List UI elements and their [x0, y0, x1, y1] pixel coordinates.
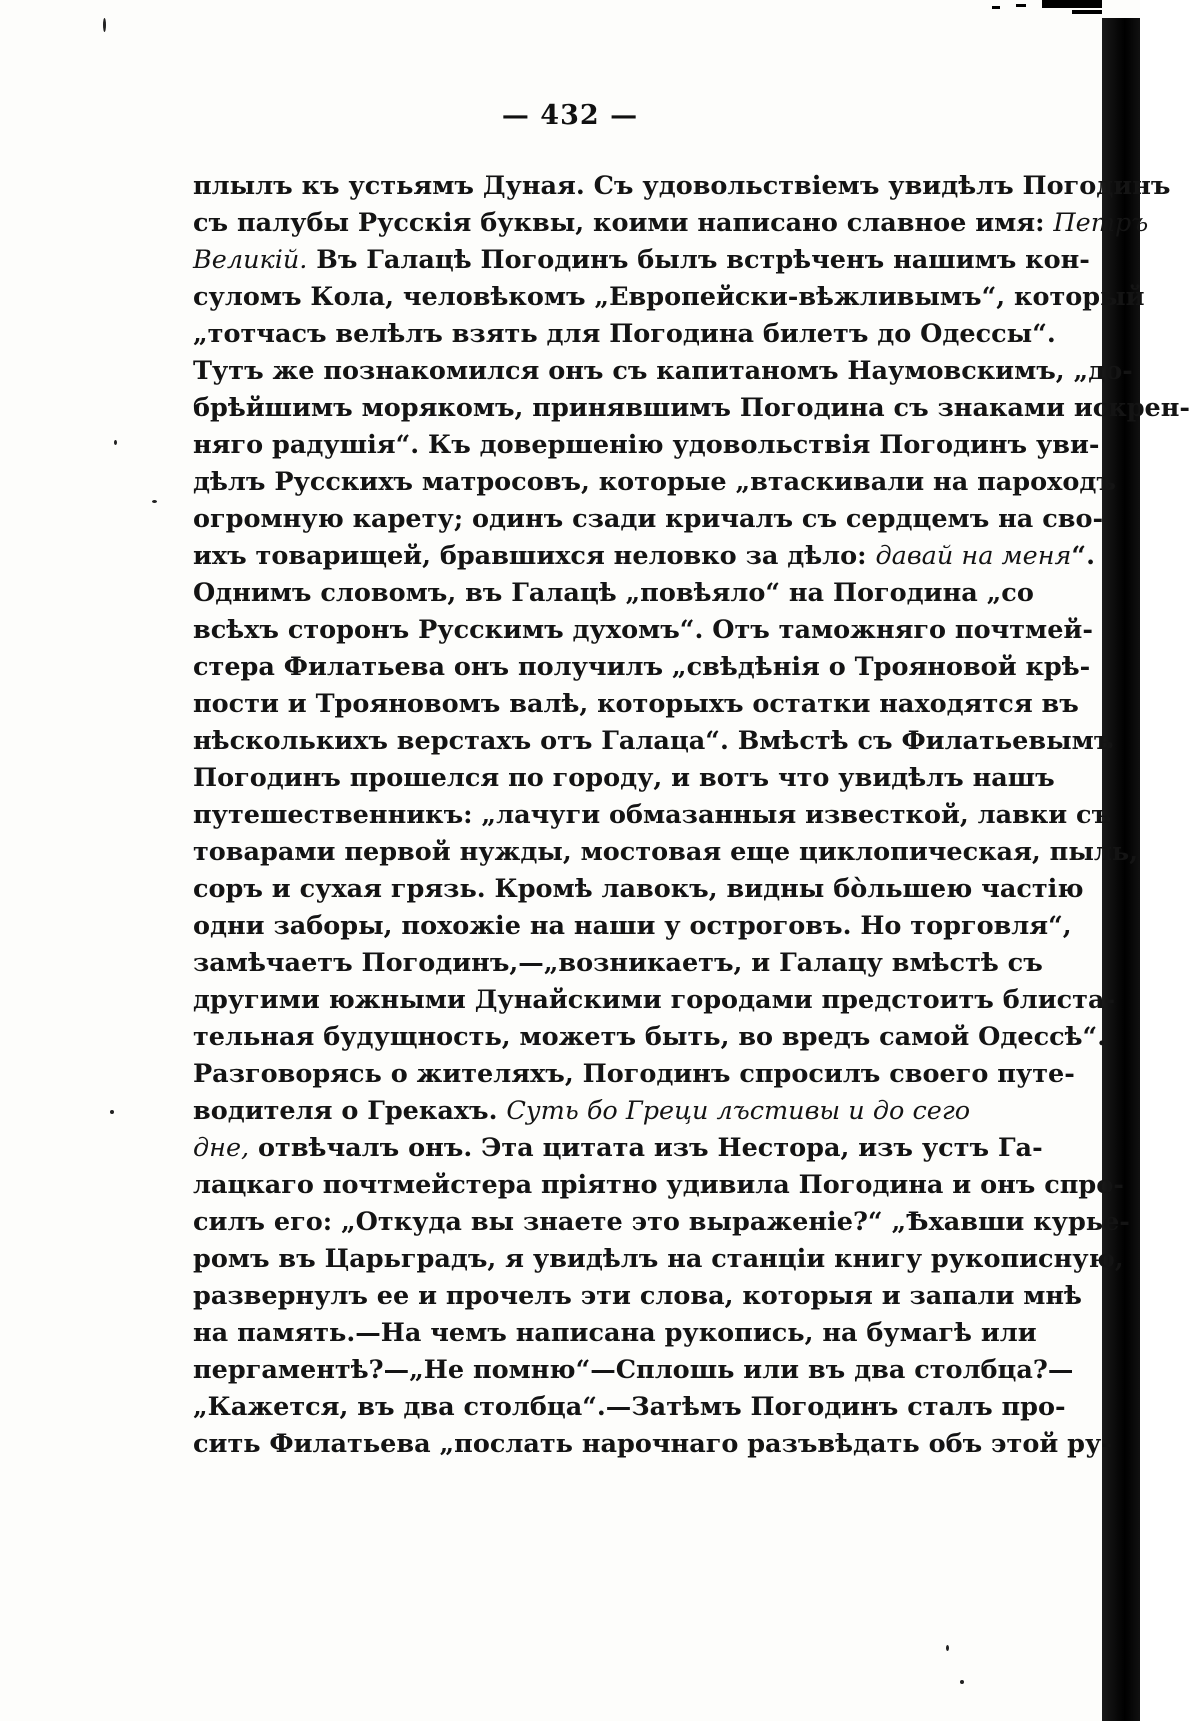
text-line — [193, 723, 1114, 760]
text-line — [193, 1315, 1037, 1352]
text-line — [193, 760, 1055, 797]
italic-phrase: Суть бо Греци лъстивы и до сего — [506, 1096, 971, 1126]
italic-phrase: Петръ — [1053, 208, 1149, 238]
text-run: Разговорясь о жителяхъ, Погодинъ спросилъ своего путе- — [193, 1059, 1075, 1089]
text-run: лацкаго почтмейстера пріятно удивила Погодина и онъ спро- — [193, 1170, 1124, 1200]
text-run: „Кажется, въ два столбца“.—Затѣмъ Погодинъ сталъ про- — [193, 1392, 1066, 1422]
text-line — [193, 390, 1190, 427]
italic-phrase: давай на меня — [875, 541, 1072, 571]
text-line — [193, 834, 1139, 871]
text-line — [193, 316, 1056, 353]
speck-mark — [152, 500, 157, 503]
text-line — [193, 1426, 1112, 1463]
text-run: дѣлъ Русскихъ матросовъ, которые „втаскивали на пароходъ — [193, 467, 1116, 497]
text-line — [193, 649, 1091, 686]
text-run: развернулъ ее и прочелъ эти слова, которыя и запали мнѣ — [193, 1281, 1082, 1311]
text-line — [193, 871, 1084, 908]
text-run: стера Филатьева онъ получилъ „свѣдѣнія о Трояновой крѣ- — [193, 652, 1091, 682]
text-run: ихъ товарищей, бравшихся неловко за дѣло: — [193, 541, 876, 571]
text-run: товарами первой нужды, мостовая еще циклопическая, пыль, — [193, 837, 1139, 867]
text-run: водителя о Грекахъ. — [193, 1096, 507, 1126]
text-run: на память.—На чемъ написана рукопись, на бумагѣ или — [193, 1318, 1037, 1348]
text-run: другими южными Дунайскими городами предстоитъ блиста- — [193, 985, 1116, 1015]
text-line — [193, 575, 1034, 612]
speck-mark — [110, 1110, 114, 1114]
text-line — [193, 1241, 1124, 1278]
text-line — [193, 1389, 1066, 1426]
text-line — [193, 982, 1116, 1019]
text-run: нѣсколькихъ верстахъ отъ Галаца“. Вмѣстѣ съ Филатьевымъ — [193, 726, 1114, 756]
text-line — [193, 686, 1079, 723]
text-line — [193, 1093, 970, 1130]
text-line — [193, 945, 1043, 982]
text-line — [193, 1204, 1130, 1241]
italic-phrase: Великій. — [193, 245, 308, 275]
text-run: Однимъ словомъ, въ Галацѣ „повѣяло“ на Погодина „со — [193, 578, 1034, 608]
speck-mark — [114, 440, 117, 445]
text-line — [193, 279, 1145, 316]
text-line — [193, 1278, 1082, 1315]
speck-mark — [103, 18, 106, 32]
text-run: Въ Галацѣ Погодинъ былъ встрѣченъ нашимъ кон- — [307, 245, 1090, 275]
speck-mark — [960, 1680, 964, 1684]
text-line — [193, 353, 1133, 390]
text-line — [193, 612, 1093, 649]
text-run: пергаментѣ?—„Не помню“—Сплошь или въ два столбца?— — [193, 1355, 1074, 1385]
text-line — [193, 1352, 1074, 1389]
text-line — [193, 538, 1095, 575]
text-line — [193, 501, 1104, 538]
text-run: всѣхъ сторонъ Русскимъ духомъ“. Отъ таможняго почтмей- — [193, 615, 1093, 645]
text-run: Погодинъ прошелся по городу, и вотъ что увидѣлъ нашъ — [193, 763, 1055, 793]
text-run: путешественникъ: „лачуги обмазанныя известкой, лавки съ — [193, 800, 1112, 830]
text-line — [193, 464, 1116, 501]
text-run: силъ его: „Откуда вы знаете это выраженіе?“ „Ѣхавши курье- — [193, 1207, 1130, 1237]
text-run: брѣйшимъ морякомъ, принявшимъ Погодина съ знаками искрен- — [193, 393, 1190, 423]
text-run: суломъ Кола, человѣкомъ „Европейски-вѣжливымъ“, который — [193, 282, 1145, 312]
text-line — [193, 908, 1072, 945]
text-line — [193, 1130, 1043, 1167]
speck-mark — [946, 1645, 949, 1651]
text-line — [193, 168, 1171, 205]
text-run: „тотчасъ велѣлъ взять для Погодина билетъ до Одессы“. — [193, 319, 1056, 349]
text-run: тельная будущность, можетъ быть, во вредъ самой Одессѣ“. — [193, 1022, 1107, 1052]
text-line — [193, 427, 1100, 464]
text-run: пости и Трояновомъ валѣ, которыхъ остатки находятся въ — [193, 689, 1079, 719]
text-line — [193, 797, 1112, 834]
text-run: Тутъ же познакомился онъ съ капитаномъ Наумовскимъ, „до- — [193, 356, 1133, 386]
text-line — [193, 242, 1090, 279]
text-run: сить Филатьева „послать нарочнаго разъвѣдать объ этой ру- — [193, 1429, 1112, 1459]
text-run: огромную карету; одинъ сзади кричалъ съ сердцемъ на сво- — [193, 504, 1104, 534]
italic-phrase: дне, — [193, 1133, 250, 1163]
text-run: замѣчаетъ Погодинъ,—„возникаетъ, и Галацу вмѣстѣ съ — [193, 948, 1043, 978]
text-line — [193, 1056, 1075, 1093]
page-number: — 432 — — [501, 100, 639, 131]
text-run: няго радушія“. Къ довершенію удовольствія Погодинъ уви- — [193, 430, 1100, 460]
body-text — [193, 168, 1190, 1463]
page-edge-notch — [992, 0, 1102, 22]
text-line — [193, 205, 1149, 242]
text-run: съ палубы Русскія буквы, коими написано славное имя: — [193, 208, 1054, 238]
text-run: ромъ въ Царьградъ, я увидѣлъ на станціи книгу рукописную, — [193, 1244, 1124, 1274]
page-edge-shadow — [1102, 18, 1140, 1721]
text-run: плылъ къ устьямъ Дуная. Съ удовольствіемъ увидѣлъ Погодинъ — [193, 171, 1171, 201]
text-line — [193, 1167, 1124, 1204]
text-run: отвѣчалъ онъ. Эта цитата изъ Нестора, изъ устъ Га- — [249, 1133, 1043, 1163]
text-run: “. — [1071, 541, 1095, 571]
text-run: соръ и сухая грязь. Кромѣ лавокъ, видны бо̀льшею частію — [193, 874, 1084, 904]
text-line — [193, 1019, 1107, 1056]
text-run: одни заборы, похожіе на наши у остроговъ. Но торговля“, — [193, 911, 1072, 941]
